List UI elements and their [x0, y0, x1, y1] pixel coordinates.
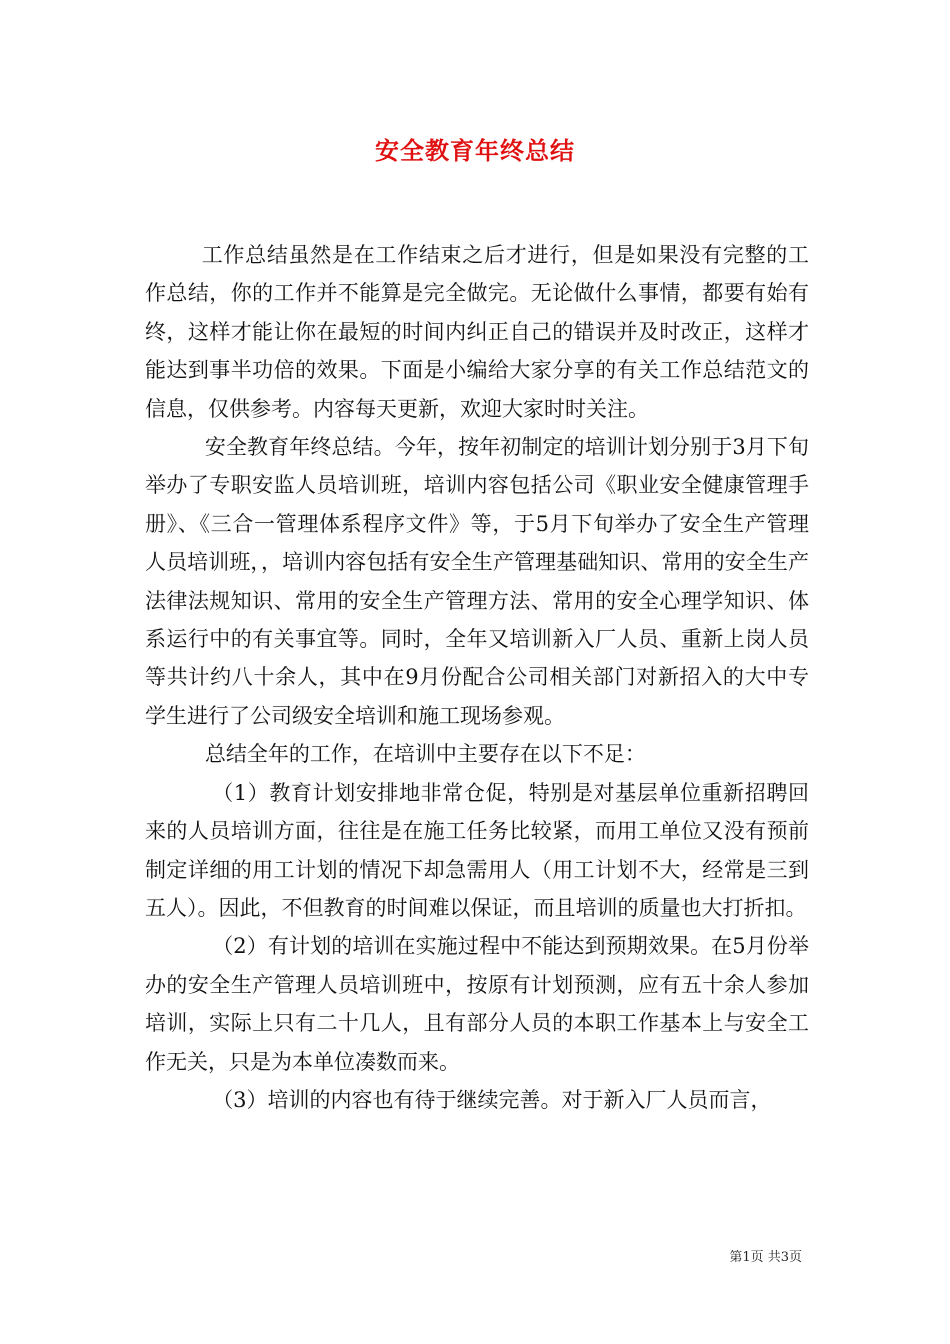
paragraph-point-3: （3）培训的内容也有待于继续完善。对于新入厂人员而言，: [212, 1087, 772, 1112]
document-title: 安全教育年终总结: [375, 136, 575, 165]
paragraph-point-2: （2）有计划的培训在实施过程中不能达到预期效果。在5月份举办的安全生产管理人员培训班中，按原有计划预测，应有五十余人参加培训，实际上只有二十几人，且有部分人员的本职工作基本上与安全工作无关，只是为本单位凑数而来。: [145, 934, 809, 1074]
paragraph-summary: 安全教育年终总结。今年，按年初制定的培训计划分别于3月下旬举办了专职安监人员培训班，培训内容包括公司《职业安全健康管理手册》、《三合一管理体系程序文件》等，于5月下旬举办了安全生产管理人员培训班，，培训内容包括有安全生产管理基础知识、常用的安全生产法律法规知识、常用的安全生产管理方法、常用的安全心理学知识、体系运行中的有关事宜等。同时，全年又培训新入厂人员、重新上岗人员等共计约八十余人，其中在9月份配合公司相关部门对新招入的大中专学生进行了公司级安全培训和施工现场参观。: [145, 435, 809, 728]
document-body: [145, 236, 809, 1119]
page-number: 第1页 共3页: [729, 1250, 802, 1265]
paragraph-shortcomings-heading: 总结全年的工作，在培训中主要存在以下不足：: [204, 742, 646, 767]
paragraph-intro: 工作总结虽然是在工作结束之后才进行，但是如果没有完整的工作总结，你的工作并不能算是完全做完。无论做什么事情，都要有始有终，这样才能让你在最短的时间内纠正自己的错误并及时改正，这样才能达到事半功倍的效果。下面是小编给大家分享的有关工作总结范文的信息，仅供参考。内容每天更新，欢迎大家时时关注。: [145, 243, 809, 421]
paragraph-point-1: （1）教育计划安排地非常仓促，特别是对基层单位重新招聘回来的人员培训方面，往往是在施工任务比较紧，而用工单位又没有预前制定详细的用工计划的情况下却急需用人（用工计划不大，经常是三到五人）。因此，不但教育的时间难以保证，而且培训的质量也大打折扣。: [145, 780, 809, 920]
